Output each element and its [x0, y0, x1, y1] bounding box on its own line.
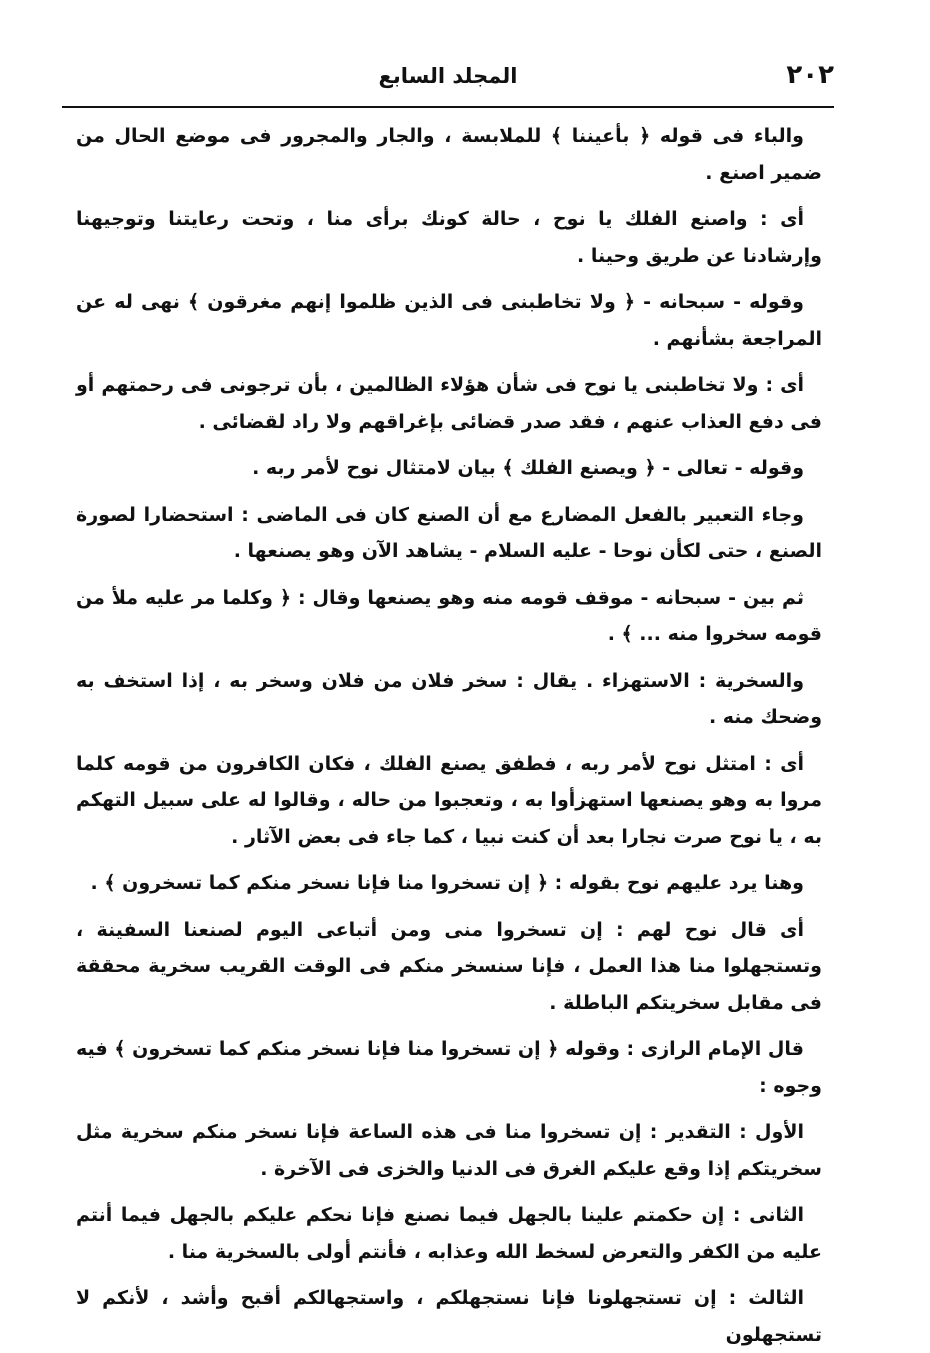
paragraph: أى : امتثل نوح لأمر ربه ، فطفق يصنع الفلك ، فكان الكافرون من قومه كلما مروا به وهو يصنعها استهزأوا به ، وتعجبوا من حاله ، وقالوا له على سبيل التهكم به ، يا نوح صرت نجارا بعد أن كنت نبيا ، كما جاء فى بعض الآثار .	[76, 752, 822, 848]
running-title: المجلد السابع	[378, 64, 518, 88]
paragraph: وقوله - تعالى - ﴿ ويصنع الفلك ﴾ بيان لامتثال نوح لأمر ربه .	[252, 457, 804, 479]
paragraph: وهنا يرد عليهم نوح بقوله : ﴿ إن تسخروا منا فإنا نسخر منكم كما تسخرون ﴾ .	[90, 872, 804, 894]
paragraph: ثم بين - سبحانه - موقف قومه منه وهو يصنعها وقال : ﴿ وكلما مر عليه ملأ من قومه سخروا منه ... ﴾ .	[76, 586, 822, 645]
header-rule	[62, 106, 834, 108]
paragraph: والسخرية : الاستهزاء . يقال : سخر فلان من فلان وسخر به ، إذا استخف به وضحك منه .	[76, 669, 822, 728]
paragraph: أى : واصنع الفلك يا نوح ، حالة كونك برأى منا ، وتحت رعايتنا وتوجيهنا وإرشادنا عن طريق وحينا .	[76, 208, 822, 267]
paragraph: أى قال نوح لهم : إن تسخروا منى ومن أتباعى اليوم لصنعنا السفينة ، وتستجهلوا منا هذا العمل ، فإنا سنسخر منكم فى الوقت القريب سخرية محققة فى مقابل سخريتكم الباطلة .	[76, 918, 822, 1014]
paragraph: وقوله - سبحانه - ﴿ ولا تخاطبنى فى الذين ظلموا إنهم مغرقون ﴾ نهى له عن المراجعة بشأنهم .	[76, 291, 822, 350]
paragraph: أى : ولا تخاطبنى يا نوح فى شأن هؤلاء الظالمين ، بأن ترجونى فى رحمتهم أو فى دفع العذاب عنهم ، فقد صدر قضائى بإغراقهم ولا راد لقضائى .	[76, 374, 822, 433]
paragraph: والباء فى قوله ﴿ بأعيننا ﴾ للملابسة ، والجار والمجرور فى موضع الحال من ضمير اصنع .	[76, 125, 822, 184]
paragraph: الثالث : إن تستجهلونا فإنا نستجهلكم ، واستجهالكم أقبح وأشد ، لأنكم لا تستجهلون	[76, 1287, 822, 1346]
paragraph: قال الإمام الرازى : وقوله ﴿ إن تسخروا منا فإنا نسخر منكم كما تسخرون ﴾ فيه وجوه :	[76, 1038, 822, 1097]
paragraph: وجاء التعبير بالفعل المضارع مع أن الصنع كان فى الماضى : استحضارا لصورة الصنع ، حتى لكأن نوحا - عليه السلام - يشاهد الآن وهو يصنعها .	[76, 503, 822, 562]
body-text	[76, 118, 822, 1346]
page-header	[62, 52, 834, 100]
paragraph: الأول : التقدير : إن تسخروا منا فى هذه الساعة فإنا نسخر منكم سخرية مثل سخريتكم إذا وقع عليكم الغرق فى الدنيا والخزى فى الآخرة .	[76, 1121, 822, 1180]
paragraph: الثانى : إن حكمتم علينا بالجهل فيما نصنع فإنا نحكم عليكم بالجهل فيما أنتم عليه من الكفر والتعرض لسخط الله وعذابه ، فأنتم أولى بالسخرية منا .	[76, 1204, 822, 1263]
page-number: ٢٠٢	[786, 60, 834, 90]
